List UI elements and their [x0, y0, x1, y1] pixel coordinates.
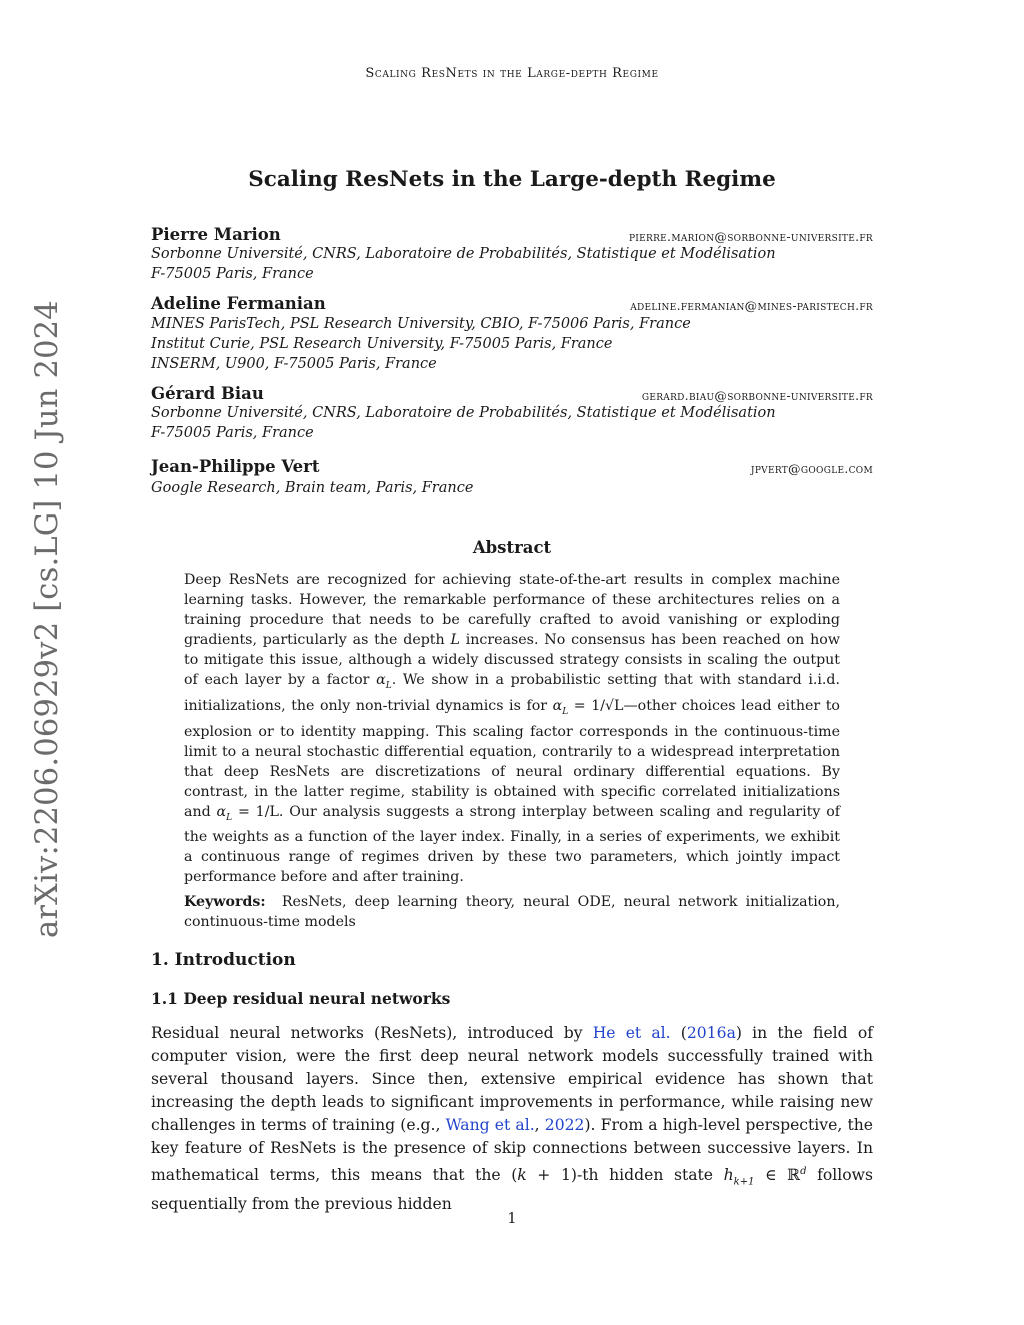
author-name: Gérard Biau: [151, 384, 264, 403]
intro-paragraph: Residual neural networks (ResNets), introduced by He et al. (2016a) in the field of computer vision, were the first deep neural network models successfully trained with several thousand layers. Since then, extensive empirical evidence has shown that increasing the depth leads to significant improvements in performance, while raising new challenges in terms of training (e.g., Wang et al., 2022). From a high-level perspective, the key feature of ResNets is the presence of skip connections between successive layers. In mathematical terms, this means that the (k + 1)-th hidden state $h_{k+1}$ ∈ ℝ$^d$ follows sequentially from the previous hidden: [151, 1024, 873, 1214]
author-name: Adeline Fermanian: [151, 294, 326, 313]
abstract-body: Deep ResNets are recognized for achieving state-of-the-art results in complex machine learning tasks. However, the remarkable performance of these architectures relies on a training procedure that needs to be carefully crafted to avoid vanishing or exploding gradients, particularly as the depth L increases. No consensus has been reached on how to mitigate this issue, although a widely discussed strategy consists in scaling the output of each layer by a factor $\alpha_L$. We show in a probabilistic setting that with standard i.i.d. initializations, the only non-trivial dynamics is for $\alpha_L$ = 1/√L—other choices lead either to explosion or to identity mapping. This scaling factor corresponds in the continuous-time limit to a neural stochastic differential equation, contrarily to a widespread interpretation that deep ResNets are discretizations of neural ordinary differential equations. By contrast, in the latter regime, stability is obtained with specific correlated initializations and $\alpha_L = 1/L$. Our analysis suggests a strong interplay between scaling and regularity of the weights as a function of the layer index. Finally, in a series of experiments, we exhibit a continuous range of regimes driven by these two parameters, which jointly impact performance before and after training. Keywords: ResNets, deep learning theory, neural ODE, neural network initialization, continuous-time models: [184, 572, 841, 931]
keywords-list: ResNets, deep learning theory, neural ODE, neural network initialization, continuous-time models: [184, 894, 840, 931]
paper-title: Scaling ResNets in the Large-depth Regime: [248, 167, 776, 192]
author-email: pierre.marion@sorbonne-universite.fr: [628, 229, 873, 244]
author-email: gerard.biau@sorbonne-universite.fr: [641, 388, 873, 403]
citation-link[interactable]: Wang et al.: [445, 1116, 535, 1134]
subsection-heading: 1.1 Deep residual neural networks: [151, 989, 451, 1008]
citation-link[interactable]: He et al.: [592, 1024, 671, 1042]
author-affiliation: F-75005 Paris, France: [151, 425, 314, 441]
keywords: [184, 892, 840, 932]
keywords-label: Keywords:: [184, 894, 266, 911]
author-affiliation: Google Research, Brain team, Paris, France: [151, 480, 474, 496]
author-affiliation: Sorbonne Université, CNRS, Laboratoire de Probabilités, Statistique et Modélisation: [151, 405, 776, 421]
author-name: Pierre Marion: [151, 225, 281, 244]
author-affiliation: Sorbonne Université, CNRS, Laboratoire de Probabilités, Statistique et Modélisation: [151, 246, 776, 262]
author-affiliation: F-75005 Paris, France: [151, 266, 314, 282]
page-number: 1: [507, 1211, 517, 1227]
author-affiliation: Institut Curie, PSL Research University, F-75005 Paris, France: [151, 336, 613, 352]
running-head: Scaling ResNets in the Large-depth Regime: [365, 66, 659, 81]
abstract-heading: Abstract: [472, 538, 552, 557]
author-affiliation: INSERM, U900, F-75005 Paris, France: [151, 356, 437, 372]
arxiv-stamp: arXiv:2206.06929v2 [cs.LG] 10 Jun 2024: [30, 300, 65, 938]
citation-year-link[interactable]: 2022: [544, 1116, 585, 1134]
author-email: jpvert@google.com: [750, 461, 873, 476]
author-email: adeline.fermanian@mines-paristech.fr: [630, 298, 873, 313]
author-affiliation: MINES ParisTech, PSL Research University, CBIO, F-75006 Paris, France: [151, 316, 691, 332]
section-heading: 1. Introduction: [151, 950, 296, 970]
citation-year-link[interactable]: 2016a: [686, 1024, 736, 1042]
author-name: Jean-Philippe Vert: [151, 457, 320, 476]
